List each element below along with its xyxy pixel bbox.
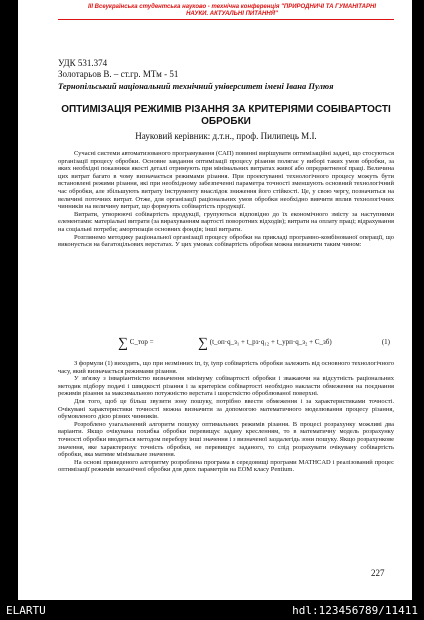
handle-link[interactable]: hdl:123456789/11411 (292, 604, 418, 617)
formula-number: (1) (381, 338, 390, 346)
paragraph: Для того, щоб це більш звузити зону пошуку, потрібно ввести обмеження і за характеристиками точності. Очікувані характеристики точності можна визначити за допомогою математичного моделювання процесу різання, обумовленого дією різних чинників. (58, 397, 394, 421)
repository-footer (0, 600, 424, 620)
paper-title: ОПТИМІЗАЦІЯ РЕЖИМІВ РІЗАННЯ ЗА КРИТЕРІЯМИ СОБІВАРТОСТІ ОБРОБКИ (61, 104, 391, 127)
page-number: 227 (371, 568, 385, 578)
repository-name: ELARTU (6, 604, 46, 617)
sum-symbol: ∑ (198, 336, 208, 351)
header-divider (58, 19, 394, 20)
paragraph: У зв'язку з інваріантністю визначення мінімуму собівартості обробки і зважаючи на відсутність раціональних методик підбору подачі і швидкості різання і за критерієм собівартості необхідно накласти обмеження на поєднання режимів різання за максимальною потужністю верстата і шорсткістю оброблюваної поверхні. (58, 375, 394, 398)
paragraph: З формули (1) виходить, що при незмінних tп, tу, tупр собівартість обробки залежить від основного технологічного часу, який визначається режимами різання. (58, 360, 394, 375)
paragraph: Витрати, утворюючі собівартість продукції, групуються відповідно до їх економічного змісту за наступними елементами: матеріальні витрати (за вирахуванням вартості поворотних відходів); витрати на оплату праці; відрахування на соціальні потреби; амортизація основних фондів; інші витрати. (58, 210, 394, 233)
body-bottom (58, 360, 394, 474)
formula-rhs: (t_оп·q_з₁ + t_рз·q₁₂ + t_урп·q_з₂ + C_зб) (209, 338, 332, 346)
udc-code: УДК 531.374 (58, 58, 108, 68)
sum-symbol: ∑ (118, 336, 128, 351)
author-line: Золотарьов В. – ст.гр. МТм - 51 (58, 69, 179, 79)
paragraph: Розроблено узагальнений алгоритм пошуку оптимальних режимів різання. В процесі розрахунку можливі два варіанти. Якщо очікувана похибка обробки перевищує задану кресленням, то в математичну модель розрахунку точності обробки вводиться методом перебору інші значення і з визначеної заздалегідь зони пошуку. Якщо розрахункове значення, яке характеризує точність обробки, не перевищує заданого, то слід розрахувати очікувану собівартість обробки, яка матиме мінімальне значення. (58, 420, 394, 459)
paragraph: Сучасні системи автоматизованого програмування (САП) повинні вирішувати оптимізаційні задачі, що стосуються організації процесу обробки. Основне завдання оптимізації процесу різання полягає у виборі таких умов обробки, за яких необхідні показники якості деталі отримують при мінімальних витратах живої або опредметненої праці. Величина цих витрат багато в чому визначається режимами різання. При проектуванні технологічного процесу можуть бути встановлені режими різання, які при необхідному забезпеченні параметра точності зменшують основний технологічний час обробки, але збільшують витрату інструменту внаслідок зниження його стійкості. Це, у свою чергу, позначиться на величині поточних витрат. Отже, для організації раціональних умов обробки необхідно вивчити вплив технологічних чинників на величину витрат, що формують собівартість продукції. (58, 150, 394, 211)
supervisor-line: Науковий керівник: д.т.н., проф. Пилипець М.І. (135, 131, 317, 141)
paragraph: На основі приведеного алгоритму розроблена програма в середовищі програми MATHCAD і реалізований процес оптимізації режимів механічної обробки для двох параметрів на ЕОМ класу Pentium. (58, 458, 394, 474)
university-line: Тернопільський національний технічний університет імені Івана Пулюя (58, 81, 334, 91)
document-page (18, 0, 412, 600)
body-top (58, 150, 394, 249)
paragraph: Розглянемо методику раціональної організації процесу обробки на прикладі програмно-комбінованої операції, що виконується на багатоцільових верстатах. У цих умовах собівартість обробки можна визначити таким чином: (58, 233, 394, 249)
formula-1 (58, 330, 394, 356)
conference-header: III Всеукраїнська студентська науково - технічна конференція "ПРИРОДНИЧІ ТА ГУМАНІТАРНІ НАУКИ. АКТУАЛЬНІ ПИТАННЯ" (87, 4, 376, 17)
formula-lhs: C_тор = (129, 338, 154, 346)
